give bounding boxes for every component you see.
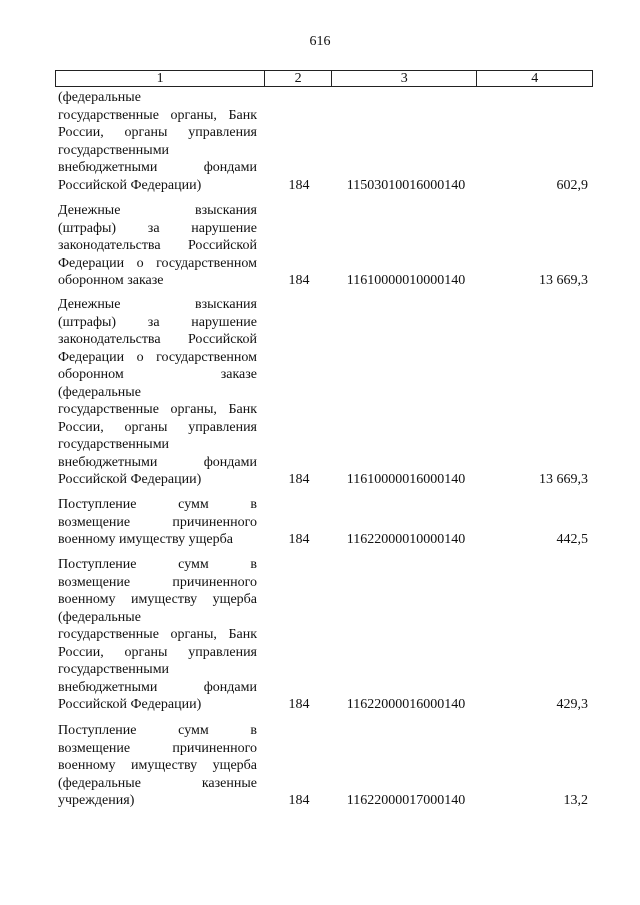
row-description (58, 296, 257, 489)
description-line: военному имуществу ущерба (58, 532, 233, 547)
description-line: оборонном заказе (58, 273, 164, 288)
row-description (58, 89, 257, 194)
description-line: оборонном заказе (58, 367, 257, 382)
row-description (58, 202, 257, 290)
description-line: (штрафы) за нарушение (58, 220, 257, 236)
header-col-4: 4 (531, 71, 539, 86)
description-line: военному имуществу ущерба (58, 592, 257, 607)
description-line: законодательства Российской (58, 332, 257, 347)
description-line: Федерации о государственном (58, 349, 257, 365)
description-line: Поступление сумм в (58, 723, 257, 738)
amount: 602,9 (556, 177, 588, 193)
amount: 442,5 (556, 532, 588, 547)
description-line: России, органы управления (58, 644, 257, 660)
description-line: возмещение причиненного (58, 740, 257, 756)
amount: 13 669,3 (539, 472, 588, 487)
admin-code: 184 (288, 177, 310, 193)
admin-code: 184 (288, 472, 310, 487)
description-line: военному имуществу ущерба (58, 758, 257, 773)
budget-classification-code: 11622000010000140 (346, 532, 466, 547)
budget-classification-code: 11610000016000140 (346, 472, 466, 487)
description-line: Денежные взыскания (58, 203, 257, 218)
description-line: Российской Федерации) (58, 697, 202, 712)
description-line: Поступление сумм в (58, 497, 257, 512)
description-line: (федеральные (58, 609, 141, 625)
description-line: государственными (58, 437, 170, 452)
description-line: Российской Федерации) (58, 472, 202, 487)
description-line: государственные органы, Банк (58, 627, 257, 642)
admin-code: 184 (288, 793, 310, 808)
description-line: Федерации о государственном (58, 255, 257, 271)
description-line: России, органы управления (58, 125, 257, 140)
description-line: возмещение причиненного (58, 574, 257, 590)
description-line: законодательства Российской (58, 238, 257, 253)
budget-classification-code: 11622000017000140 (346, 793, 466, 808)
amount: 429,3 (556, 697, 588, 712)
description-line: учреждения) (58, 793, 135, 808)
header-col-2: 2 (265, 71, 332, 86)
description-line: (федеральные казенные (58, 775, 257, 791)
row-description (58, 496, 257, 549)
admin-code: 184 (288, 697, 310, 712)
description-line: внебюджетными фондами (58, 160, 257, 175)
budget-classification-code: 11622000016000140 (346, 697, 466, 712)
row-description (58, 556, 257, 714)
admin-code: 184 (288, 532, 310, 547)
description-line: Российской Федерации) (58, 177, 202, 193)
description-line: государственные органы, Банк (58, 402, 257, 417)
description-line: государственными (58, 142, 170, 158)
description-line: внебюджетными фондами (58, 679, 257, 695)
budget-classification-code: 11503010016000140 (346, 177, 466, 193)
amount: 13 669,3 (539, 273, 588, 288)
description-line: (федеральные (58, 384, 141, 400)
description-line: государственные органы, Банк (58, 107, 257, 123)
budget-classification-code: 11610000010000140 (346, 273, 466, 288)
description-line: (штрафы) за нарушение (58, 314, 257, 330)
page-number: 616 (309, 34, 331, 49)
header-col-3: 3 (332, 71, 477, 86)
row-description (58, 722, 257, 810)
description-line: государственными (58, 662, 170, 677)
admin-code: 184 (288, 273, 310, 288)
description-line: Поступление сумм в (58, 557, 257, 572)
description-line: России, органы управления (58, 419, 257, 435)
header-col-1: 1 (56, 71, 265, 86)
amount: 13,2 (563, 793, 588, 808)
description-line: (федеральные (58, 90, 141, 105)
table-header (55, 70, 593, 87)
description-line: внебюджетными фондами (58, 454, 257, 470)
description-line: возмещение причиненного (58, 514, 257, 530)
description-line: Денежные взыскания (58, 297, 257, 312)
